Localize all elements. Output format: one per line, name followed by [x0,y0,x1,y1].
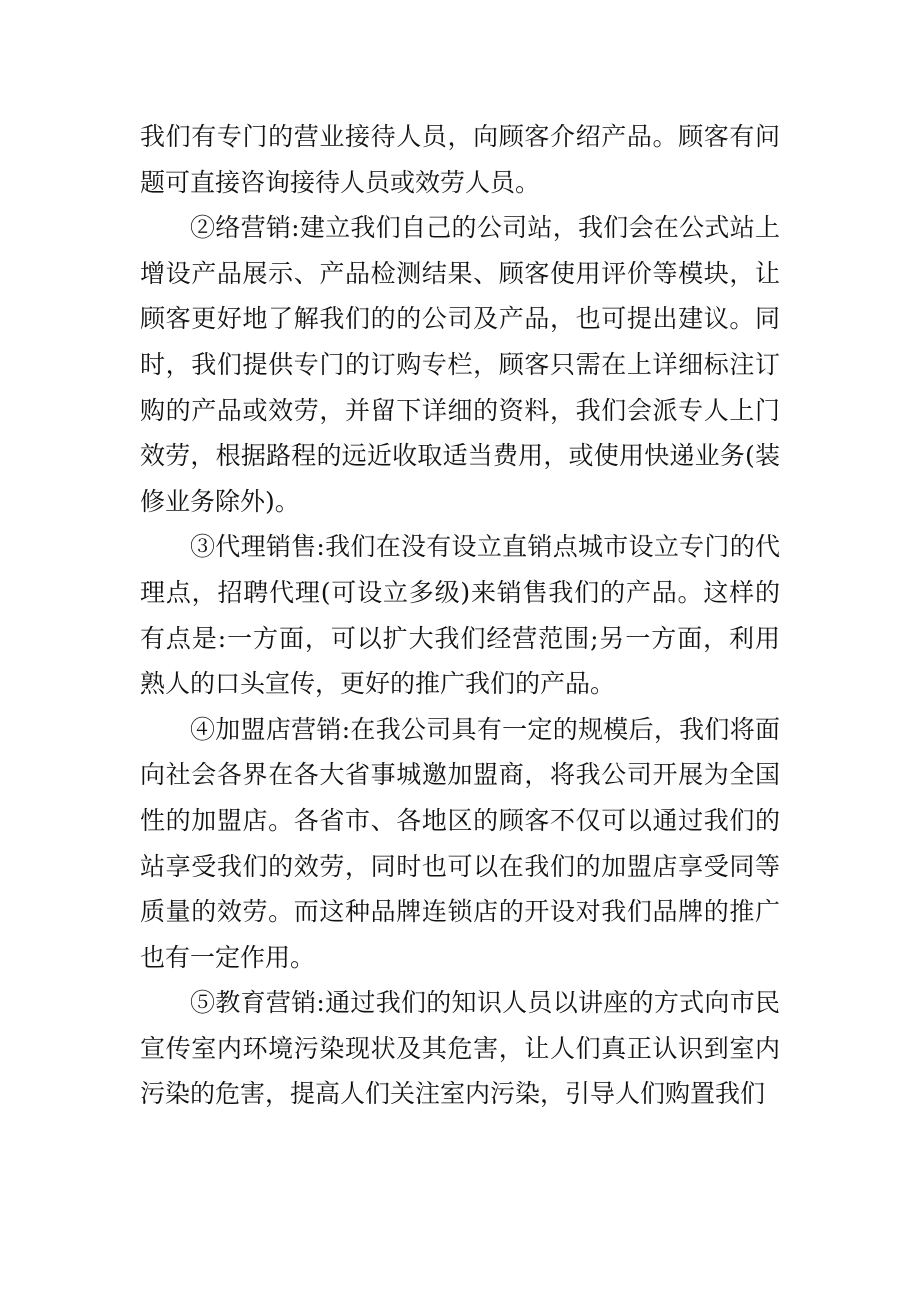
paragraph-agent-sales: ③代理销售:我们在没有设立直销点城市设立专门的代理点，招聘代理(可设立多级)来销售我们的产品。这样的有点是:一方面，可以扩大我们经营范围;另一方面，利用熟人的口头宣传，更好的推广我们的产品。 [140,532,780,699]
paragraph-education-marketing: ⑤教育营销:通过我们的知识人员以讲座的方式向市民宣传室内环境污染现状及其危害，让人们真正认识到室内污染的危害，提高人们关注室内污染，引导人们购置我们 [140,988,780,1109]
paragraph-online-marketing: ②络营销:建立我们自己的公司站，我们会在公式站上增设产品展示、产品检测结果、顾客使用评价等模块，让顾客更好地了解我们的的公司及产品，也可提出建议。同时，我们提供专门的订购专栏，顾客只需在上详细标注订购的产品或效劳，并留下详细的资料，我们会派专人上门效劳，根据路程的远近收取适当费用，或使用快递业务(装修业务除外)。 [140,213,780,516]
document-body [140,114,780,1117]
paragraph-franchise-marketing: ④加盟店营销:在我公司具有一定的规模后，我们将面向社会各界在各大省事城邀加盟商，将我公司开展为全国性的加盟店。各省市、各地区的顾客不仅可以通过我们的站享受我们的效劳，同时也可以在我们的加盟店享受同等质量的效劳。而这种品牌连锁店的开设对我们品牌的推广也有一定作用。 [140,714,780,972]
paragraph-intro: 我们有专门的营业接待人员，向顾客介绍产品。顾客有问题可直接咨询接待人员或效劳人员。 [140,122,780,197]
